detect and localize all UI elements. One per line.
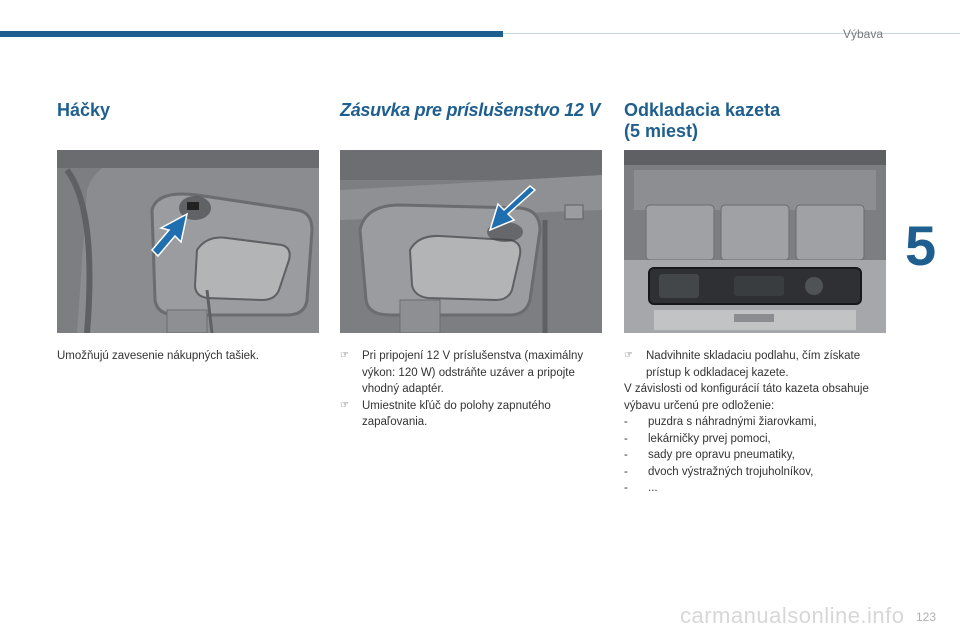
section-label: Výbava: [843, 27, 884, 41]
hooks-photo: [57, 150, 319, 333]
bullet-item: ☞ Umiestnite kľúč do polohy zapnutého zapaľovania.: [340, 398, 602, 431]
header-rule: [503, 33, 960, 34]
list-item: - lekárničky prvej pomoci,: [624, 432, 771, 445]
hooks-heading: Háčky: [57, 100, 111, 120]
list-item: - puzdra s náhradnými žiarovkami,: [624, 416, 817, 428]
bullet-item: ☞ Nadvihnite skladaciu podlahu, čím získate prístup k odkladacej kazete.: [624, 348, 886, 381]
pointer-icon: ☞: [340, 350, 349, 361]
socket-photo: [340, 150, 602, 333]
storage-intro: V závislosti od konfigurácií táto kazeta obsahuje výbavu určenú pre odloženie:: [624, 383, 869, 412]
pointer-icon: ☞: [624, 350, 633, 361]
list-item: - dvoch výstražných trojuholníkov,: [624, 465, 814, 478]
storage-section: [624, 100, 886, 494]
chapter-number: 5: [905, 214, 937, 277]
storage-text: [624, 348, 886, 497]
hooks-text: Umožňujú zavesenie nákupných tašiek.: [57, 350, 260, 362]
trunk-storage-illustration: [624, 150, 886, 333]
socket-heading: Zásuvka pre príslušenstvo 12 V: [340, 100, 601, 120]
storage-heading: Odkladacia kazeta (5 miest): [624, 100, 781, 141]
hooks-section: [57, 100, 319, 362]
socket-text: [340, 348, 602, 431]
list-item: - sady pre opravu pneumatiky,: [624, 449, 795, 461]
page-number: 123: [916, 610, 937, 624]
trunk-socket-illustration: [340, 150, 602, 333]
watermark: carmanualsonline.info: [680, 603, 905, 628]
bullet-item: ☞ Pri pripojení 12 V príslušenstva (maximálny výkon: 120 W) odstráňte uzáver a pripojte vhodný adaptér.: [340, 348, 602, 398]
header-accent-bar: [0, 31, 503, 37]
socket-section: [340, 100, 602, 428]
pointer-icon: ☞: [340, 399, 349, 411]
storage-photo: [624, 150, 886, 333]
trunk-side-illustration: [57, 150, 319, 333]
list-item: - ...: [624, 482, 658, 494]
